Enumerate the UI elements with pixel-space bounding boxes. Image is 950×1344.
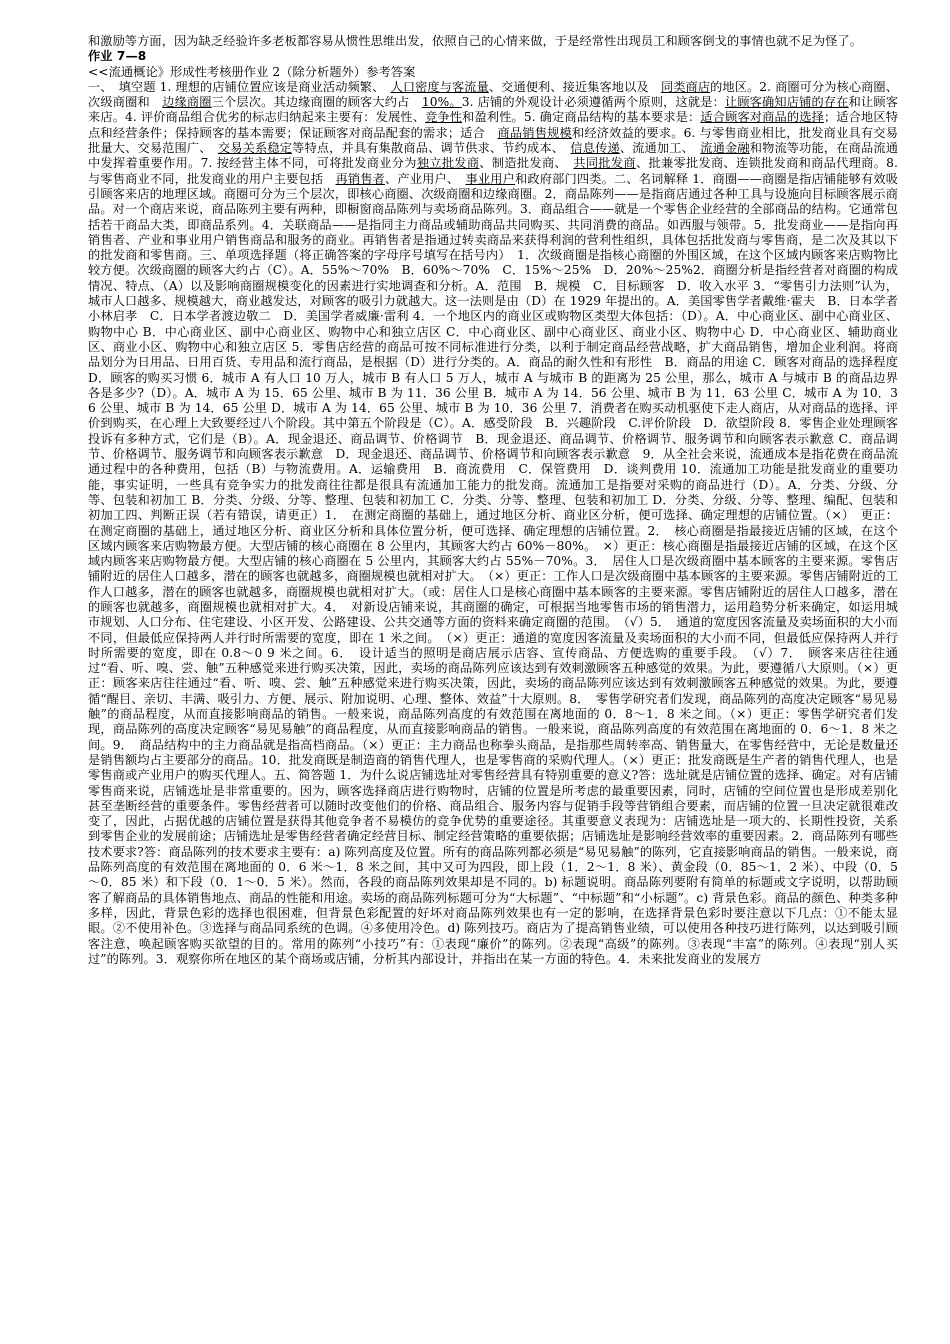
body-text: 、产业用户、 <box>384 171 466 186</box>
section-heading: 作业 7—8 <box>88 49 147 64</box>
blank-answer: 交易关系稳定 <box>217 141 293 156</box>
body-text: 三个层次。其边缘商圈的顾客大约占 <box>211 95 422 110</box>
blank-answer: 人口密度与客流量 <box>390 79 489 94</box>
answer-body <box>88 79 911 967</box>
body-text: 一、 填空题 1. 理想的店铺位置应该是商业活动频繁、 <box>88 79 391 94</box>
blank-answer: 同类商店 <box>660 79 711 94</box>
body-text: 和让顾客来店。4. 评价商品组合优劣的标志归纳起来主要有：发展性、 <box>88 95 899 125</box>
blank-answer: 信息传递 <box>570 141 620 156</box>
intro-paragraph: 和激励等方面，因为缺乏经验许多老板都容易从惯性思维出发，依照自己的心情来做，于是经常性出现员工和顾客倒戈的事情也就不足为怪了。 <box>88 34 863 48</box>
blank-answer: 竞争性 <box>425 110 463 125</box>
body-text: ；适合地区特点和经营条件；保持顾客的基本需要；保证顾客对商品配套的需求；适合 <box>88 110 898 140</box>
body-text: 和经济效益的要求。6. 与零售商业相比，批发商业具有交易批量大、交易范围广、 <box>88 125 898 156</box>
answer-title: <<流通概论》形成性考核册作业 2（除分析题外）参考答案 <box>88 64 416 79</box>
blank-answer: 流通金融 <box>700 141 750 156</box>
body-text: 等特点，并具有集散商品、调节供求、节约成本、 <box>292 141 571 156</box>
body-text: 和物流等功能，在商品流通中发挥着重要作用。7. 按经营主体不同，可将批发商业分为 <box>88 141 899 171</box>
blank-answer: 让顾客确知店铺的存在 <box>724 95 849 110</box>
blank-answer: 边缘商圈 <box>162 95 212 110</box>
body-text: 和政府部门四类。二、名词解释 1．商圈——商圈是指店铺能够有效吸引顾客来店的地理区域。商圈可分为三个层次，即核心商圈、次级商圈和边缘商圈。2．商品陈列——是指商店通过各种工具与设施向目标顾客展示商品。对一个商店来说，商品陈列主要有两种，即橱窗商品陈列与卖场商品陈列。3．商品组合——就是一个零售企业经营的全部商品的结构。它通常包括若干商品大类，即商品系列。4．关联商品——是指同主力商品或辅助商品共同购买、共同消费的商品。如西服与领带。5．批发商业——是指向再销售者、产业和事业用户销售商品和服务的商业。再销售者是指通过转卖商品来获得利润的营利性组织，具体包括批发商与零售商，是二次及其以下的批发商和零售商。三、单项选择题（将正确答案的字母序号填写在括号内） 1．次级商圈是指核心商圈的外围区域，在这个区域内顾客来店购物比较方便。次级商圈的顾客大约占（C）。A．55%～70% B．60%～70% C．15%～25% D．20%～25%2．商圈分析是指经营者对商圈的构成情况、特点、（A）以及影响商圈规模变化的因素进行实地调查和分析。A．范围 B．规模 C．目标顾客 D．收入水平 3．“零售引力法则”认为，城市人口越多、规模越大，商业越发达，对顾客的吸引力就越大。这一法则是由（D）在 1929 年提出的。A．美国零售学者戴维·霍夫 B．日本学者小林启孝 C．日本学者渡边敬二 D．美国学者威廉·雷利 4．一个地区内的商业区或购物区类型大体包括：（D）。A．中心商业区、副中心商业区、购物中心 B．中心商业区、副中心商业区、购物中心和独立店区 C．中心商业区、副中心商业区、商业小区、购物中心 D．中心商业区、辅助商业区、商业小区、购物中心和独立店区 5．零售店经营的商品可按不同标准进行分类，以利于制定商品经营战略，扩大商品销售，增加企业利润。将商品划分为日用品、日用百货、专用品和流行商品，是根据（D）进行分类的。A．商品的耐久性和有形性 B．商品的用途 C．顾客对商品的选择程度 D．顾客的购买习惯 6．城市 A 有人口 10 万人，城市 B 有人口 5 万人，城市 A 与城市 B 的距离为 25 公里，那么，城市 A 与城市 B 的商品边界各是多少?（D）。A．城市 A 为 15．65 公里、城市 B 为 11．36 公里 B．城市 A 为 14．56 公里、城市 B 为 11．63 公里 C．城市 A 为 10．36 公里、城市 B 为 14．65 公里 D．城市 A 为 14．65 公里、城市 B 为 10．36 公里 7．消费者在购买动机驱使下走人商店，从对商品的选择、评价到购买，在心理上大致要经过八个阶段。其中第五个阶段是（C）。A．感受阶段 B．兴趣阶段 C.评价阶段 D．欲望阶段 8．零售企业处理顾客投诉有多种方式，它们是（B）。A．现金退还、商品调节、价格调节 B．现金退还、商品调节、价格调节、服务调节和向顾客表示歉意 C．商品调节、价格调节、服务调节和向顾客表示歉意 D．现金退还、商品调节、价格调节和向顾客表示歉意 9．从全社会来说，流通成本是指花费在商品流通过程中的各种费用，包括（B）与物流费用。A．运输费用 B．商流费用 C．保管费用 D．谈判费用 10．流通加工功能是批发商业的重要功能，事实证明，一些具有竞争实力的批发商往往都是很具有流通加工能力的批发商。流通加工是指要对采购的商品进行（D）。A．分类、分级、分等、包装和初加工 B．分类、分级、分等、整理、包装和初加工 C．分类、分等、整理、包装和初加工 D．分类、分级、分等、整理、编配、包装和初加工四、判断正误（若有错误，请更正）1． 在测定商圈的基础上，通过地区分析、商业区分析，便可选择、确定理想的店铺位置。（×） 更正：在测定商圈的基础上，通过地区分析、商业区分析和具体位置分析，便可选择、确定理想的店铺位置。2． 核心商圈是指最接近店铺的区域，在这个区域内顾客来店购物最方便。大型店铺的核心商圈在 8 公里内，其顾客大约占 60%－80%。 ×）更正：核心商圈是指最接近店铺的区域，在这个区域内顾客来店购物最方便。大型店铺的核心商圈在 5 公里内，其顾客大约占 55%－70%。3． 居住人口是次级商圈中基本顾客的主要来源。零售店铺附近的居住人口越多，潜在的顾客也就越多，商圈规模也就相对扩大。 （×）更正：工作人口是次级商圈中基本顾客的主要来源。零售店铺附近的工作人口越多，潜在的顾客也就越多，商圈规模也就相对扩大。（或：居住人口是核心商圈中基本顾客的主要来源。零售店铺附近的居住人口越多，潜在的顾客也就越多，商圈规模也就相对扩大。4． 对新设店铺来说，其商圈的确定，可根据当地零售市场的销售潜力，运用趋势分析来确定，如运用城市规划、人口分布、住宅建设、小区开发、公路建设、公共交通等方面的资料来确定商圈的范围。 （√）5． 通道的宽度因客流量及卖场面积的大小而不同，但最低应保持两人并行时所需要的宽度，即在 1 米之间。 （×）更正：通道的宽度因客流量及卖场面积的大小而不同，但最低应保持两人并行时所需要的宽度，即在 0.8～0 9 米之间。6． 设计适当的照明是商店展示店容、宣传商品、方便选购的重要手段。 （√）7． 顾客来店往往通过“看、听、嗅、尝、触”五种感觉来进行购买决策，因此，卖场的商品陈列应该达到有效刺激顾客五种感觉的效果。为此，要遵循八大原则。（×）更正：顾客来店往往通过“看、听、嗅、尝、触”五种感觉来进行购买决策，因此，卖场的商品陈列应该达到有效刺激顾客五种感觉的效果。为此，要遵循“醒目、亲切、丰满、吸引力、方便、展示、附加说明、心理、整体、效益”十大原则。8． 零售学研究者们发现，商品陈列的高度决定顾客“易见易触”的商品程度，从而直接影响商品的销售。一般来说，商品陈列高度的有效范围在离地面的 0．8～1．8 米之间。（×）更正：零售学研究者们发现，商品陈列的高度决定顾客“易见易触”的商品程度，从而直接影响商品的销售。一般来说，商品陈列高度的有效范围在离地面的 0．6～1．8 米之间。9． 商品结构中的主力商品就是指高档商品。（×）更正：主力商品也称拳头商品，是指那些周转率高、销售量大，在零售经营中，无论是数量还是销售额均占主要部分的商品。10．批发商既是制造商的销售代理人，也是零售商的采购代理人。（×）更正：批发商既是生产者的销售代理人，也是零售商或产业用户的购买代理人。五、简答题 1．为什么说店铺选址对零售经营具有特别重要的意义?答：选址就是店铺位置的选择、确定。对有店铺零售商来说，店铺选址是非常重要的。因为，顾客选择商店进行购物时，店铺的位置是所考虑的最重要因素，同时，店铺的空间位置也是形成差别化甚至垄断经营的重要条件。零售经营者可以随时改变他们的价格、商品组合、服务内容与促销手段等营销组合要素，而店铺的位置一旦决定就很难改变了，因此，占据优越的店铺位置是获得其他竞争者不易模仿的竞争优势的重要途径。其重要意义表现为：店铺选址是一项大的、长期性投资，关系到零售企业的发展前途；店铺选址是零售经营者确定经营目标、制定经营策略的重要依据；店铺选址是影响经营效率的重要因素。2．商品陈列有哪些技术要求?答：商品陈列的技术要求主要有：a) 陈列高度及位置。所有的商品陈列都必须是“易见易触”的陈列，它直接影响商品的销售。一般来说，商品陈列高度的有效范围在离地面的 0．6 米～1．8 米之间，其中又可为四段，即上段（1．2～1．8 米）、黄金段（0．85～1．2 米）、中段（0．5～0．85 米）和下段（0．1～0．5 米）。然而，各段的商品陈列效果却是不同的。b) 标题说明。商品陈列要附有简单的标题或文字说明，以帮助顾客了解商品的具体销售地点、商品的性能和用途。卖场的商品陈列标题可分为“大标题”、“中标题”和“小标题”。c) 背景色彩。商品的颜色、种类多种多样，因此，背景色彩的选择也很困难，但背景色彩配置的好坏对商品陈列效果也有一定的影响，在选择背景色彩时要注意以下几点：①不能太显眼。②不使用补色。③选择与商品同系统的色调。④多使用冷色。d) 陈列技巧。商店为了提高销售业绩，可以使用各种技巧进行陈列，以达到吸引顾客注意，唤起顾客购买欲望的目的。常用的陈列“小技巧”有：①表现“廉价”的陈列。②表现“高级”的陈列。③表现“丰富”的陈列。④表现“别人买过”的陈列。3．观察你所在地区的某个商场或店铺，分析其内部设计，并指出在某一方面的特色。4．未来批发商业的发展方 <box>88 171 911 966</box>
blank-answer: 独立批发商 <box>416 156 480 171</box>
blank-answer: 事业用户 <box>465 171 515 186</box>
blank-answer: 再销售者 <box>335 171 385 186</box>
body-text: 、流通加工、 <box>619 141 701 156</box>
body-text: 3. 店铺的外观设计必须遵循两个原则，这就是： <box>461 95 725 110</box>
body-text: 、批兼零批发商、连锁批发商和商品代理商。8. 与零售商业不同，批发商业的用户主要包括 <box>88 156 899 186</box>
blank-answer: 10%。 <box>421 95 462 110</box>
body-text: 、交通便利、接近集客地以及 <box>488 79 661 94</box>
body-text: 、制造批发商、 <box>479 156 574 171</box>
body-text: 和盈利性。5. 确定商品结构的基本要求是： <box>462 110 701 125</box>
blank-answer: 共同批发商 <box>573 156 636 171</box>
blank-answer: 适合顾客对商品的选择 <box>700 110 824 125</box>
blank-answer: 商品销售规模 <box>497 125 572 140</box>
body-text: 的地区。2. 商圈可分为核心商圈、次级商圈和 <box>88 79 899 110</box>
